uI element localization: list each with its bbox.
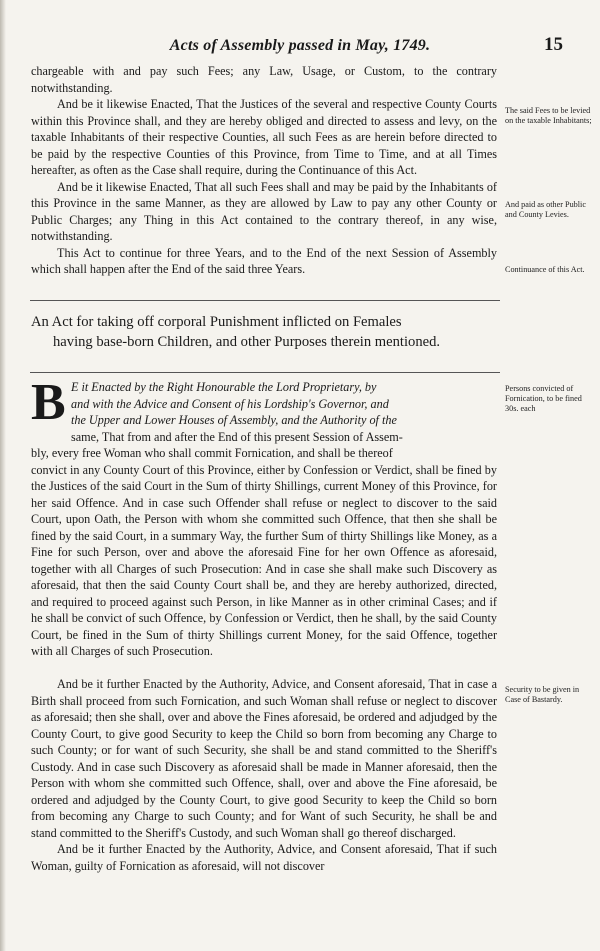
act-title [31, 312, 497, 352]
enacting-line: and with the Advice and Consent of his Lordship's Governor, and [71, 396, 389, 411]
paragraph-justices-levy: And be it likewise Enacted, That the Justices of the several and respective County Courts within this Province shall, and they are hereby obliged and directed to assess and levy, on the taxable Inhabitants of their respective Counties, all such Fees as are herein before directed to be paid by the respective Counties of this Province, from Time to Time, and at all Times hereafter, as often as the Case shall require, during the Continuance of this Act. [31, 97, 497, 177]
margin-note-fees-levied: The said Fees to be levied on the taxable Inhabitants; [505, 106, 592, 125]
paragraph-discover: And be it further Enacted by the Authority, Advice, and Consent aforesaid, That if such Woman, guilty of Fornication as aforesaid, will not discover [31, 842, 497, 873]
paragraph-continuation: chargeable with and pay such Fees; any Law, Usage, or Custom, to the contrary notwithstanding. [31, 64, 497, 95]
section-divider [30, 300, 500, 301]
continued-text [31, 63, 497, 278]
act-title-line-2: having base-born Children, and other Purposes therein mentioned. [53, 334, 441, 350]
paragraph-fees-paid: And be it likewise Enacted, That all such Fees shall and may be paid by the Inhabitants of this Province in the same Manner, as they are allowed by Law to pay any other County or Public Charges; any Thing in this Act contained to the contrary thereof, in any wise, notwithstanding. [31, 179, 497, 243]
paragraph-continuance: This Act to continue for three Years, and to the End of the next Session of Assembly which shall happen after the End of the said three Years. [31, 245, 497, 276]
drop-cap-letter: B [31, 374, 66, 431]
margin-note-continuance: Continuance of this Act. [505, 265, 585, 274]
margin-note-paid-as: And paid as other Public and County Levies. [505, 200, 586, 219]
running-head: Acts of Assembly passed in May, 1749. [169, 37, 431, 54]
margin-note-security: Security to be given in Case of Bastardy. [505, 685, 580, 704]
enacting-body: convict in any County Court of this Province, either by Confession or Verdict, shall be fined by the Justices of the said Court in the Sum of thirty Shillings, current Money of this Province, for her said Offence. And in case such Offender shall refuse or neglect to discover to the said Court, upon Oath, the Person with whom she committed such Offence, that then she shall be fined by the said Court, in a summary Way, the further Sum of thirty Shillings like Money, as a Fine for such Person, over and above the aforesaid Fine for her own Offence as aforesaid, together with all Charges of such Prosecution: And in case she shall make such Discovery as aforesaid, that then the said County Court shall be, and they are hereby authorized, directed, and required to proceed against such Person, in like Manner as in other criminal Cases; and if he shall be convict of such Offence, by Confession or Verdict, then he shall, by the said County Court, be fined in the Sum of thirty Shillings current Money, for the said Offence, together with all Charges of such Prosecution. [31, 462, 497, 658]
enacting-line: the Upper and Lower Houses of Assembly, and the Authority of the [71, 413, 397, 427]
enacting-line: E it Enacted by the Right Honourable the Lord Proprietary, by [71, 380, 377, 394]
page-binding-edge [0, 0, 6, 951]
act-title-line-1: An Act for taking off corporal Punishment inflicted on Females [31, 314, 402, 330]
title-divider [30, 372, 500, 373]
page-number: 15 [544, 34, 563, 55]
enacting-clause [31, 374, 497, 660]
paragraph-birth-security: And be it further Enacted by the Authority, Advice, and Consent aforesaid, That in case a Birth shall proceed from such Fornication, and such Woman shall refuse or neglect to discover as aforesaid; then she shall, over and above the Fines aforesaid, be ordered and adjudged by the County Court, to give good Security to keep the Child so born from becoming any Charge to such County; or for want of such Security, she shall be and stand committed to the Sheriff's Custody. And in case such Discovery as aforesaid shall be made in Manner aforesaid, then the Person with whom she committed such Offence, shall, over and above the Fine aforesaid, be ordered and adjudged by the County Court, to give good Security to keep the Child so born from becoming any Charge to such County; and for Want of such Security, he shall be and stand committed to the Sheriff's Custody, and such Woman shall go thereof discharged. [31, 677, 497, 840]
enacting-line: same, That from and after the End of this present Session of Assem- [71, 429, 403, 444]
enacting-line: bly, every free Woman who shall commit Fornication, and shall be thereof [31, 446, 393, 460]
margin-note-persons-convicted: Persons convicted of Fornication, to be fined 30s. each [505, 384, 582, 413]
later-section [31, 676, 497, 874]
